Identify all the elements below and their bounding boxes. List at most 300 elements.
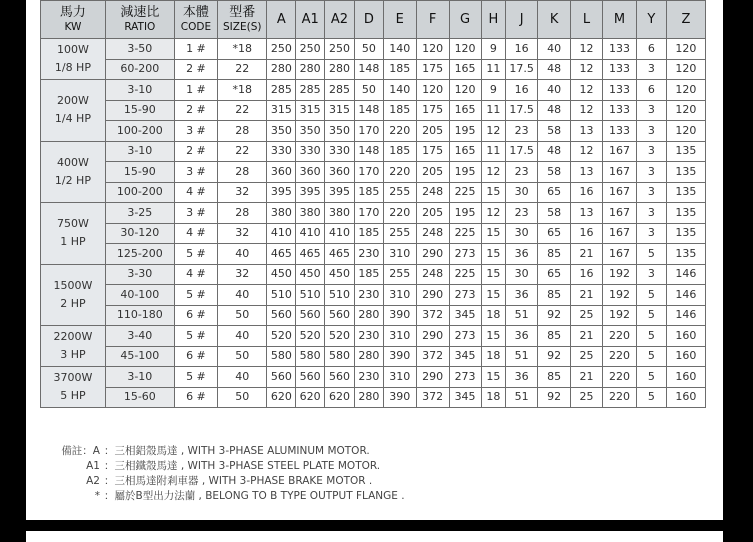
table-cell: 146: [666, 264, 705, 285]
table-cell: 395: [267, 182, 296, 203]
table-cell: 23: [506, 121, 538, 142]
table-cell: 11: [481, 141, 506, 162]
table-cell: 273: [449, 367, 481, 388]
motor-hp: 1/8 HP: [54, 61, 91, 74]
table-row: [41, 100, 706, 121]
motor-power-cell: [41, 264, 106, 326]
table-cell: 6: [636, 80, 666, 101]
spec-table: [40, 0, 706, 408]
motor-power-cell: [41, 80, 106, 142]
motor-kw: 100W: [56, 43, 89, 56]
table-cell: 23: [506, 203, 538, 224]
table-cell: 6 #: [174, 305, 217, 326]
table-cell: 620: [325, 387, 355, 408]
table-cell: 167: [602, 244, 636, 265]
table-cell: 120: [416, 39, 449, 60]
note-text: ：三相鋁殼馬達 , WITH 3-PHASE ALUMINUM MOTOR.: [104, 445, 370, 457]
table-cell: 5: [636, 326, 666, 347]
table-cell: 22: [218, 59, 267, 80]
table-cell: 65: [538, 264, 571, 285]
table-cell: 290: [416, 326, 449, 347]
table-cell: *18: [218, 80, 267, 101]
table-cell: 17.5: [506, 100, 538, 121]
table-cell: 3-50: [105, 39, 174, 60]
table-cell: 580: [267, 346, 296, 367]
column-header-label: G: [460, 11, 471, 27]
table-cell: 36: [506, 326, 538, 347]
table-cell: 120: [449, 80, 481, 101]
table-cell: 225: [449, 223, 481, 244]
table-cell: 15: [481, 244, 506, 265]
table-cell: 16: [506, 39, 538, 60]
table-cell: 580: [296, 346, 325, 367]
table-cell: 12: [571, 80, 603, 101]
table-cell: 120: [666, 100, 705, 121]
motor-kw: 3700W: [53, 371, 93, 384]
column-header-label: A2: [330, 11, 349, 27]
table-cell: 85: [538, 326, 571, 347]
table-cell: 195: [449, 162, 481, 183]
table-cell: 3: [636, 100, 666, 121]
table-cell: 120: [666, 80, 705, 101]
table-cell: 465: [296, 244, 325, 265]
column-header-sublabel: CODE: [180, 20, 212, 33]
column-header-label: Z: [681, 11, 691, 27]
table-cell: 450: [267, 264, 296, 285]
table-cell: 30-120: [105, 223, 174, 244]
table-cell: 21: [571, 326, 603, 347]
table-cell: 280: [354, 305, 383, 326]
table-cell: 315: [267, 100, 296, 121]
table-cell: 3: [636, 182, 666, 203]
table-cell: 315: [325, 100, 355, 121]
table-cell: 450: [325, 264, 355, 285]
table-cell: 21: [571, 367, 603, 388]
table-cell: 220: [602, 326, 636, 347]
table-cell: 510: [325, 285, 355, 306]
table-cell: 13: [571, 121, 603, 142]
table-cell: 167: [602, 182, 636, 203]
motor-kw: 750W: [56, 217, 89, 231]
motor-power-cell: [41, 203, 106, 265]
motor-power-cell: [41, 367, 106, 408]
note-line: [40, 444, 405, 459]
table-cell: 3-30: [105, 264, 174, 285]
column-header-label: 減速比: [120, 4, 160, 20]
table-cell: 175: [416, 59, 449, 80]
table-cell: 160: [666, 326, 705, 347]
table-cell: 51: [506, 305, 538, 326]
table-cell: 273: [449, 326, 481, 347]
table-row: [41, 223, 706, 244]
table-cell: 9: [481, 80, 506, 101]
table-cell: 390: [383, 346, 416, 367]
table-cell: 285: [267, 80, 296, 101]
table-cell: 290: [416, 244, 449, 265]
table-cell: 135: [666, 244, 705, 265]
table-cell: 48: [538, 100, 571, 121]
table-cell: 2 #: [174, 141, 217, 162]
table-cell: 120: [666, 121, 705, 142]
table-cell: 15: [481, 264, 506, 285]
table-cell: 350: [296, 121, 325, 142]
table-cell: 15: [481, 182, 506, 203]
note-line: [40, 459, 405, 474]
note-key: A2: [86, 475, 100, 487]
note-key: A1: [86, 460, 100, 472]
table-cell: 120: [416, 80, 449, 101]
table-cell: 15: [481, 326, 506, 347]
table-cell: 120: [666, 59, 705, 80]
table-cell: 50: [218, 346, 267, 367]
column-header-label: 型番: [229, 4, 256, 20]
table-cell: 167: [602, 223, 636, 244]
column-header-label: A1: [301, 11, 319, 27]
table-row: [41, 59, 706, 80]
table-cell: 5: [636, 346, 666, 367]
table-cell: 165: [449, 141, 481, 162]
table-cell: 5 #: [174, 367, 217, 388]
table-cell: 135: [666, 203, 705, 224]
table-cell: 110-180: [105, 305, 174, 326]
motor-kw: 2200W: [53, 330, 93, 343]
table-cell: 230: [354, 244, 383, 265]
column-header-label: D: [363, 11, 374, 27]
table-cell: 58: [538, 121, 571, 142]
table-row: [41, 326, 706, 347]
table-cell: 3-10: [105, 80, 174, 101]
table-cell: 225: [449, 182, 481, 203]
table-cell: 450: [296, 264, 325, 285]
table-cell: 5 #: [174, 326, 217, 347]
table-cell: 6: [636, 39, 666, 60]
table-cell: 170: [354, 203, 383, 224]
column-header: [174, 1, 217, 39]
table-cell: 65: [538, 223, 571, 244]
table-cell: 160: [666, 367, 705, 388]
table-cell: 135: [666, 162, 705, 183]
table-cell: 3-25: [105, 203, 174, 224]
table-cell: 21: [571, 285, 603, 306]
table-cell: 100-200: [105, 182, 174, 203]
table-cell: 220: [602, 346, 636, 367]
table-cell: 4 #: [174, 264, 217, 285]
table-cell: 11: [481, 59, 506, 80]
table-cell: 510: [296, 285, 325, 306]
table-cell: 21: [571, 244, 603, 265]
table-cell: 5 #: [174, 285, 217, 306]
table-row: [41, 203, 706, 224]
table-cell: 25: [571, 346, 603, 367]
table-cell: 280: [325, 59, 355, 80]
table-cell: 15: [481, 367, 506, 388]
table-cell: 133: [602, 80, 636, 101]
table-cell: 5: [636, 387, 666, 408]
table-cell: 45-100: [105, 346, 174, 367]
table-cell: 580: [325, 346, 355, 367]
note-text: ：屬於B型出力法蘭 , BELONG TO B TYPE OUTPUT FLANGE .: [104, 490, 405, 502]
table-cell: 16: [571, 264, 603, 285]
table-cell: 40: [218, 285, 267, 306]
motor-power-cell: [41, 39, 106, 80]
table-cell: 310: [383, 244, 416, 265]
table-cell: 560: [296, 305, 325, 326]
table-cell: 50: [354, 39, 383, 60]
table-cell: 310: [383, 285, 416, 306]
table-cell: 395: [296, 182, 325, 203]
table-cell: 148: [354, 59, 383, 80]
table-cell: 3-10: [105, 141, 174, 162]
table-cell: 175: [416, 100, 449, 121]
table-cell: 133: [602, 121, 636, 142]
table-row: [41, 182, 706, 203]
table-cell: 60-200: [105, 59, 174, 80]
column-header-label: J: [519, 11, 524, 27]
table-cell: 185: [383, 141, 416, 162]
table-cell: 6 #: [174, 346, 217, 367]
column-header: [538, 1, 571, 39]
table-cell: 220: [602, 387, 636, 408]
table-cell: 48: [538, 59, 571, 80]
table-cell: 360: [325, 162, 355, 183]
note-line: [40, 474, 405, 489]
table-cell: 3 #: [174, 162, 217, 183]
table-cell: 192: [602, 264, 636, 285]
column-header-label: H: [488, 11, 499, 27]
table-cell: 372: [416, 305, 449, 326]
table-cell: 160: [666, 387, 705, 408]
table-cell: 273: [449, 285, 481, 306]
table-cell: 25: [571, 305, 603, 326]
table-cell: 5: [636, 285, 666, 306]
table-cell: 18: [481, 346, 506, 367]
table-cell: 3: [636, 141, 666, 162]
note-text: ：三相馬達附剎車器 , WITH 3-PHASE BRAKE MOTOR .: [104, 475, 373, 487]
table-cell: 345: [449, 346, 481, 367]
column-header: [571, 1, 603, 39]
table-cell: 9: [481, 39, 506, 60]
motor-power-cell: [41, 141, 106, 203]
table-cell: 520: [296, 326, 325, 347]
table-cell: 285: [325, 80, 355, 101]
motor-kw: 200W: [56, 94, 89, 108]
table-cell: 148: [354, 141, 383, 162]
column-header: [325, 1, 355, 39]
table-cell: 175: [416, 141, 449, 162]
table-cell: 85: [538, 367, 571, 388]
table-cell: 192: [602, 285, 636, 306]
table-cell: 28: [218, 162, 267, 183]
table-row: [41, 244, 706, 265]
table-cell: 380: [267, 203, 296, 224]
table-cell: 280: [354, 387, 383, 408]
table-cell: 15-90: [105, 162, 174, 183]
table-cell: 185: [354, 182, 383, 203]
table-cell: 560: [325, 367, 355, 388]
table-cell: 48: [538, 141, 571, 162]
table-cell: 148: [354, 100, 383, 121]
table-cell: 273: [449, 244, 481, 265]
table-cell: 133: [602, 39, 636, 60]
table-cell: 3: [636, 162, 666, 183]
table-cell: 290: [416, 285, 449, 306]
table-cell: 16: [571, 223, 603, 244]
table-cell: 18: [481, 305, 506, 326]
table-cell: 560: [267, 367, 296, 388]
column-header: [383, 1, 416, 39]
column-header-label: L: [582, 11, 591, 27]
table-row: [41, 264, 706, 285]
table-cell: 50: [218, 305, 267, 326]
table-cell: 11: [481, 100, 506, 121]
table-cell: 32: [218, 264, 267, 285]
table-cell: 350: [325, 121, 355, 142]
table-cell: 230: [354, 326, 383, 347]
table-cell: 620: [267, 387, 296, 408]
table-row: [41, 141, 706, 162]
motor-hp: 5 HP: [60, 389, 86, 402]
table-cell: 185: [383, 59, 416, 80]
table-cell: 4 #: [174, 182, 217, 203]
table-cell: 350: [267, 121, 296, 142]
table-cell: 3 #: [174, 203, 217, 224]
table-cell: 12: [571, 141, 603, 162]
column-header-label: A: [276, 11, 286, 27]
bottom-strip: [26, 531, 723, 542]
table-cell: 22: [218, 100, 267, 121]
table-cell: *18: [218, 39, 267, 60]
table-cell: 12: [571, 39, 603, 60]
table-cell: 205: [416, 121, 449, 142]
table-row: [41, 285, 706, 306]
table-cell: 51: [506, 346, 538, 367]
table-cell: 85: [538, 244, 571, 265]
table-cell: 28: [218, 121, 267, 142]
table-cell: 3: [636, 121, 666, 142]
column-header: [105, 1, 174, 39]
table-cell: 248: [416, 264, 449, 285]
table-row: [41, 121, 706, 142]
motor-power-cell: [41, 326, 106, 367]
table-cell: 3: [636, 223, 666, 244]
spec-sheet: [26, 0, 723, 520]
table-cell: 120: [666, 39, 705, 60]
table-cell: 330: [267, 141, 296, 162]
table-cell: 620: [296, 387, 325, 408]
note-text: ：三相鐵殼馬達 , WITH 3-PHASE STEEL PLATE MOTOR.: [104, 460, 381, 472]
table-cell: 4 #: [174, 223, 217, 244]
table-cell: 15-60: [105, 387, 174, 408]
table-cell: 40: [218, 244, 267, 265]
table-row: [41, 39, 706, 60]
table-cell: 255: [383, 264, 416, 285]
note-key: *: [94, 490, 100, 502]
table-cell: 40: [538, 39, 571, 60]
column-header-sublabel: SIZE(S): [223, 20, 262, 33]
column-header-label: E: [395, 11, 404, 27]
table-cell: 16: [571, 182, 603, 203]
table-cell: 6 #: [174, 387, 217, 408]
table-cell: 3: [636, 203, 666, 224]
table-cell: 185: [354, 264, 383, 285]
column-header-label: M: [613, 11, 626, 27]
table-cell: 255: [383, 223, 416, 244]
table-cell: 167: [602, 162, 636, 183]
table-cell: 146: [666, 305, 705, 326]
table-cell: 372: [416, 346, 449, 367]
table-cell: 3 #: [174, 121, 217, 142]
table-cell: 1 #: [174, 80, 217, 101]
table-cell: 167: [602, 203, 636, 224]
table-row: [41, 80, 706, 101]
table-cell: 30: [506, 264, 538, 285]
table-cell: 205: [416, 203, 449, 224]
table-cell: 250: [267, 39, 296, 60]
table-cell: 230: [354, 367, 383, 388]
column-header: [481, 1, 506, 39]
table-cell: 36: [506, 244, 538, 265]
table-cell: 30: [506, 182, 538, 203]
column-header: [267, 1, 296, 39]
table-cell: 225: [449, 264, 481, 285]
table-cell: 410: [325, 223, 355, 244]
table-cell: 330: [325, 141, 355, 162]
table-cell: 220: [383, 203, 416, 224]
table-cell: 290: [416, 367, 449, 388]
table-cell: 13: [571, 203, 603, 224]
table-cell: 40-100: [105, 285, 174, 306]
table-cell: 390: [383, 305, 416, 326]
table-row: [41, 305, 706, 326]
table-cell: 220: [383, 162, 416, 183]
table-cell: 5: [636, 305, 666, 326]
table-cell: 280: [354, 346, 383, 367]
table-cell: 3-10: [105, 367, 174, 388]
table-cell: 58: [538, 162, 571, 183]
column-header: [602, 1, 636, 39]
table-header-row: [41, 1, 706, 39]
table-cell: 36: [506, 367, 538, 388]
table-cell: 165: [449, 100, 481, 121]
table-cell: 140: [383, 39, 416, 60]
table-cell: 255: [383, 182, 416, 203]
table-cell: 1 #: [174, 39, 217, 60]
table-cell: 250: [325, 39, 355, 60]
table-cell: 280: [267, 59, 296, 80]
table-cell: 372: [416, 387, 449, 408]
table-cell: 133: [602, 59, 636, 80]
table-cell: 12: [481, 203, 506, 224]
table-cell: 195: [449, 121, 481, 142]
table-cell: 17.5: [506, 141, 538, 162]
table-cell: 380: [325, 203, 355, 224]
table-cell: 330: [296, 141, 325, 162]
table-cell: 135: [666, 223, 705, 244]
table-cell: 36: [506, 285, 538, 306]
motor-hp: 1 HP: [60, 235, 86, 249]
table-cell: 280: [296, 59, 325, 80]
table-row: [41, 387, 706, 408]
table-cell: 5: [636, 244, 666, 265]
notes-section: [40, 444, 405, 504]
table-cell: 410: [296, 223, 325, 244]
table-cell: 133: [602, 100, 636, 121]
table-cell: 285: [296, 80, 325, 101]
motor-hp: 3 HP: [60, 348, 86, 361]
table-row: [41, 367, 706, 388]
table-cell: 560: [325, 305, 355, 326]
table-cell: 92: [538, 387, 571, 408]
